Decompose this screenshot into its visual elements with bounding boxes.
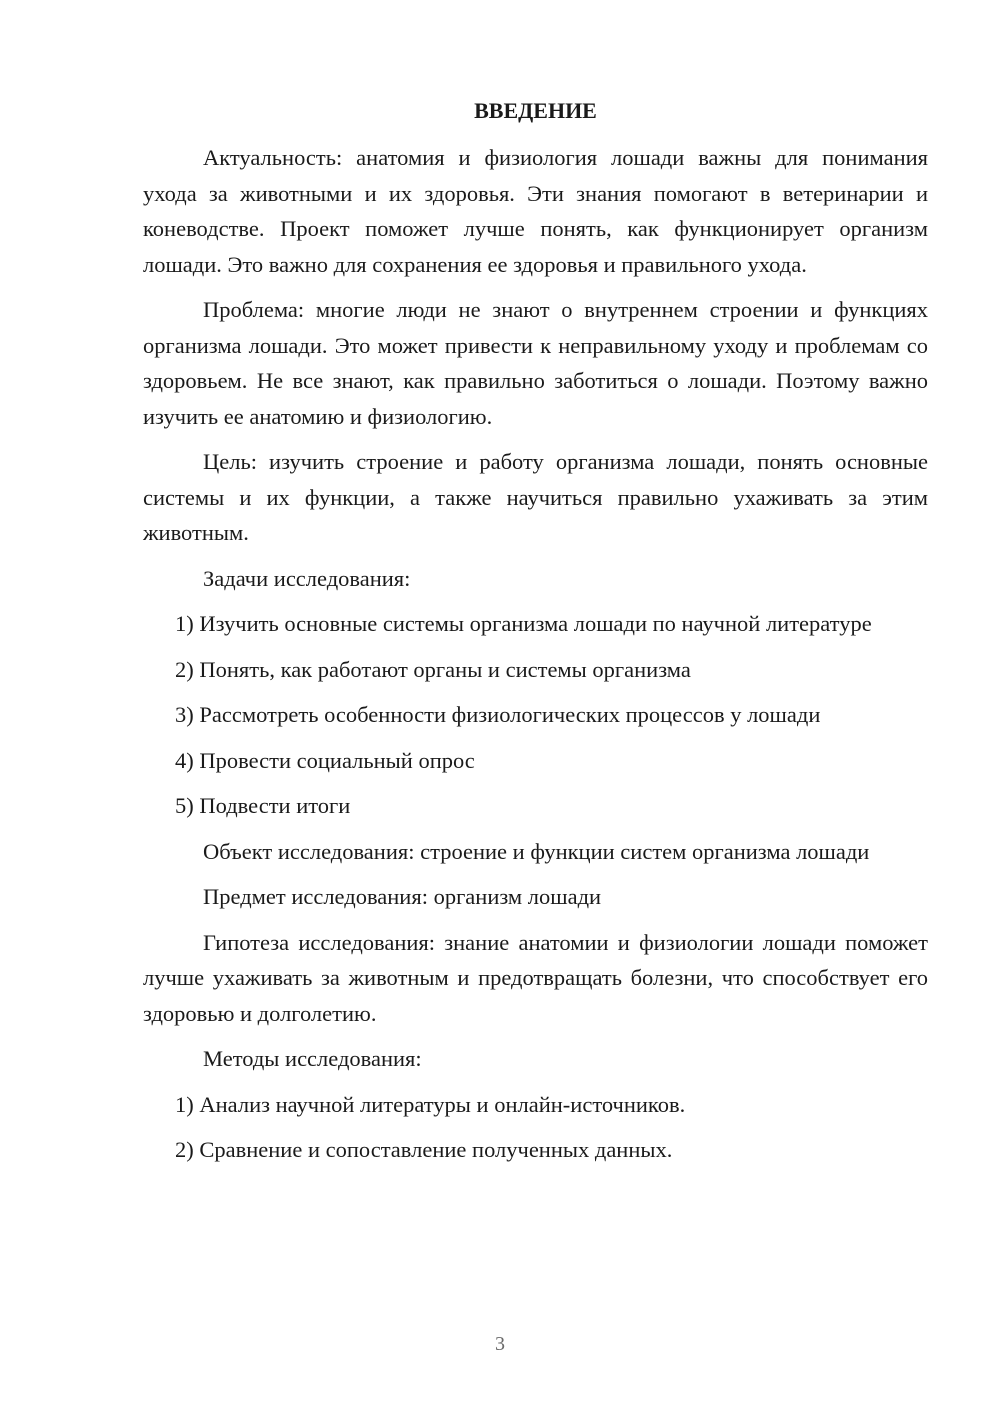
list-item-method-1: 1) Анализ научной литературы и онлайн-источников.	[175, 1091, 686, 1117]
tasks-heading: Задачи исследования:	[203, 565, 411, 591]
paragraph-subject: Предмет исследования: организм лошади	[203, 884, 602, 909]
list-item-method-2: 2) Сравнение и сопоставление полученных данных.	[175, 1137, 673, 1162]
page-number: 3	[495, 1333, 505, 1355]
list-item-task-3: 3) Рассмотреть особенности физиологических процессов у лошади	[175, 702, 821, 727]
paragraph-hypothesis: Гипотеза исследования: знание анатомии и физиологии лошади поможет лучше ухаживать за животным и предотвращать болезни, что способствует его здоровью и долголетию.	[143, 929, 928, 1026]
paragraph-goal: Цель: изучить строение и работу организма лошади, понять основные системы и их функции, а также научиться правильно ухаживать за этим животным.	[143, 449, 928, 545]
methods-heading: Методы исследования:	[203, 1046, 422, 1071]
paragraph-object: Объект исследования: строение и функции систем организма лошади	[203, 838, 870, 864]
document-page	[143, 95, 928, 1178]
list-item-task-4: 4) Провести социальный опрос	[175, 747, 475, 773]
page-title: ВВЕДЕНИЕ	[474, 98, 597, 123]
list-item-task-2: 2) Понять, как работают органы и системы организма	[175, 656, 691, 682]
paragraph-relevance: Актуальность: анатомия и физиология лошади важны для понимания ухода за животными и их здоровья. Эти знания помогают в ветеринарии и коневодстве. Проект поможет лучше понять, как функционирует организм лошади. Это важно для сохранения ее здоровья и правильного ухода.	[143, 145, 928, 277]
list-item-task-5: 5) Подвести итоги	[175, 793, 351, 818]
list-item-task-1: 1) Изучить основные системы организма лошади по научной литературе	[175, 611, 872, 636]
paragraph-problem: Проблема: многие люди не знают о внутреннем строении и функциях организма лошади. Это может привести к неправильному уходу и проблемам со здоровьем. Не все знают, как правильно заботиться о лошади. Поэтому важно изучить ее анатомию и физиологию.	[143, 297, 928, 429]
